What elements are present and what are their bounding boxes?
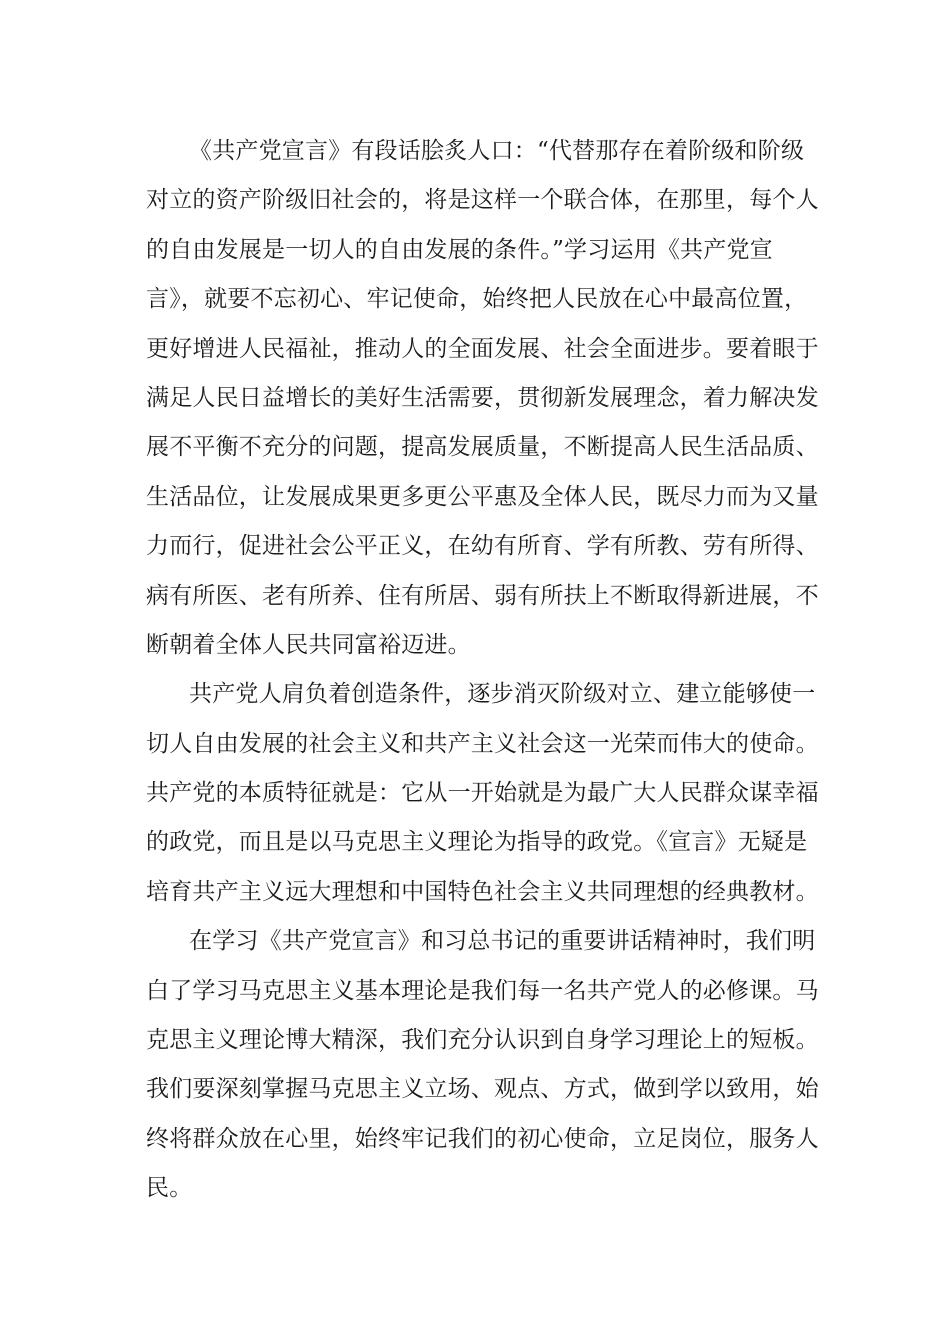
text-line: 力而行，促进社会公平正义，在幼有所育、学有所教、劳有所得、 [146, 533, 819, 560]
text-line: 言》，就要不忘初心、牢记使命，始终把人民放在心中最高位置， [146, 286, 808, 313]
text-line: 共产党的本质特征就是：它从一开始就是为最广大人民群众谋幸福 [146, 780, 819, 807]
text-line: 我们要深刻掌握马克思主义立场、观点、方式，做到学以致用，始 [146, 1076, 819, 1103]
text-line: 对立的资产阶级旧社会的，将是这样一个联合体，在那里，每个人 [146, 187, 819, 214]
text-line: 病有所医、老有所养、住有所居、弱有所扶上不断取得新进展，不 [146, 582, 819, 609]
text-line: 培育共产主义远大理想和中国特色社会主义共同理想的经典教材。 [146, 878, 819, 905]
text-line: 终将群众放在心里，始终牢记我们的初心使命，立足岗位，服务人 [146, 1125, 819, 1152]
text-line: 《共产党宣言》有段话脍炙人口：“代替那存在着阶级和阶级 [189, 138, 805, 164]
paragraph-3 [146, 917, 819, 1213]
text-line: 更好增进人民福祉，推动人的全面发展、社会全面进步。要着眼于 [146, 335, 819, 362]
paragraph-2 [146, 670, 819, 917]
text-line: 生活品位，让发展成果更多更公平惠及全体人民，既尽力而为又量 [146, 483, 819, 510]
text-line: 白了学习马克思主义基本理论是我们每一名共产党人的必修课。马 [146, 977, 819, 1004]
text-line: 在学习《共产党宣言》和习总书记的重要讲话精神时，我们明 [189, 928, 816, 955]
text-line: 满足人民日益增长的美好生活需要，贯彻新发展理念，着力解决发 [146, 384, 819, 411]
text-line: 展不平衡不充分的问题，提高发展质量，不断提高人民生活品质、 [146, 434, 819, 461]
paragraph-1 [146, 127, 819, 670]
text-line: 克思主义理论博大精深，我们充分认识到自身学习理论上的短板。 [146, 1027, 819, 1054]
document-body [146, 127, 819, 1214]
text-line: 切人自由发展的社会主义和共产主义社会这一光荣而伟大的使命。 [146, 730, 819, 757]
text-line: 的政党，而且是以马克思主义理论为指导的政党。《宣言》无疑是 [146, 829, 808, 856]
text-line: 共产党人肩负着创造条件，逐步消灭阶级对立、建立能够使一 [189, 681, 816, 708]
text-line: 断朝着全体人民共同富裕迈进。 [146, 631, 471, 658]
text-line: 的自由发展是一切人的自由发展的条件。”学习运用《共产党宣 [146, 236, 773, 263]
text-line: 民。 [146, 1175, 193, 1202]
